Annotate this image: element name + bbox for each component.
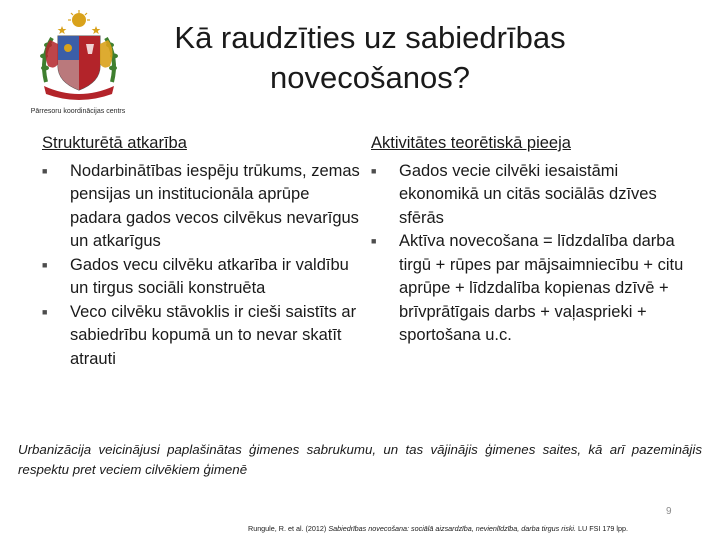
citation-suffix: LU FSI 179 lpp.	[576, 524, 628, 533]
right-column	[371, 132, 691, 348]
footer-note: Urbanizācija veicinājusi paplašinātas ģimenes sabrukumu, un tas vājinājis ģimenes saites, kā arī pazeminājis respektu pret veciem cilvēkiem ģimenē	[18, 442, 702, 477]
left-bullet-list	[42, 160, 362, 372]
coat-of-arms-logo	[22, 10, 134, 118]
bullet-square-icon: ■	[371, 236, 377, 246]
bullet-square-icon: ■	[42, 306, 48, 317]
list-item	[42, 301, 362, 372]
bullet-square-icon: ■	[42, 259, 48, 270]
right-column-heading: Aktivitātes teorētiskā pieeja	[371, 134, 571, 152]
title-line-1: Kā raudzīties uz sabiedrības	[174, 20, 566, 55]
citation-title: Sabiedrības novecošana: sociālā aizsardzība, nevienlīdzība, darba tirgus riski.	[328, 524, 577, 533]
bullet-square-icon: ■	[42, 165, 48, 176]
list-item	[42, 160, 362, 254]
list-item	[371, 230, 691, 348]
list-item	[371, 160, 691, 231]
bullet-text: Gados vecu cilvēku atkarība ir valdību un tirgus sociāli konstruēta	[70, 255, 349, 297]
left-column	[42, 132, 362, 371]
citation-prefix: Rungule, R. et al. (2012)	[248, 524, 329, 533]
coat-of-arms-icon	[36, 10, 122, 100]
right-bullet-list	[371, 160, 691, 348]
bullet-text: Veco cilvēku stāvoklis ir cieši saistīts ar sabiedrību kopumā un to nevar skatīt atrauti	[70, 302, 357, 368]
bullet-text: Aktīva novecošana = līdzdalība darba tirgū + rūpes par mājsaimniecību + citu aprūpe + līdzdalība kopienas dzīvē + brīvprātīgais darbs + vaļasprieki + sportošana u.c.	[399, 232, 684, 344]
logo-caption: Pārresoru koordinācijas centrs	[30, 108, 126, 115]
bullet-square-icon: ■	[371, 165, 377, 176]
list-item	[42, 254, 362, 301]
page-title	[130, 18, 610, 98]
bullet-text: Nodarbinātības iespēju trūkums, zemas pensijas un institucionāla aprūpe padara gados vecos cilvēkus nevarīgus un atkarīgus	[70, 161, 360, 250]
bullet-text: Gados vecie cilvēki iesaistāmi ekonomikā un citās sociālās dzīves sfērās	[399, 161, 657, 227]
title-line-2: novecošanos?	[270, 60, 470, 95]
page-number: 9	[666, 506, 672, 517]
left-column-heading: Strukturētā atkarība	[42, 134, 187, 152]
citation	[248, 524, 628, 533]
